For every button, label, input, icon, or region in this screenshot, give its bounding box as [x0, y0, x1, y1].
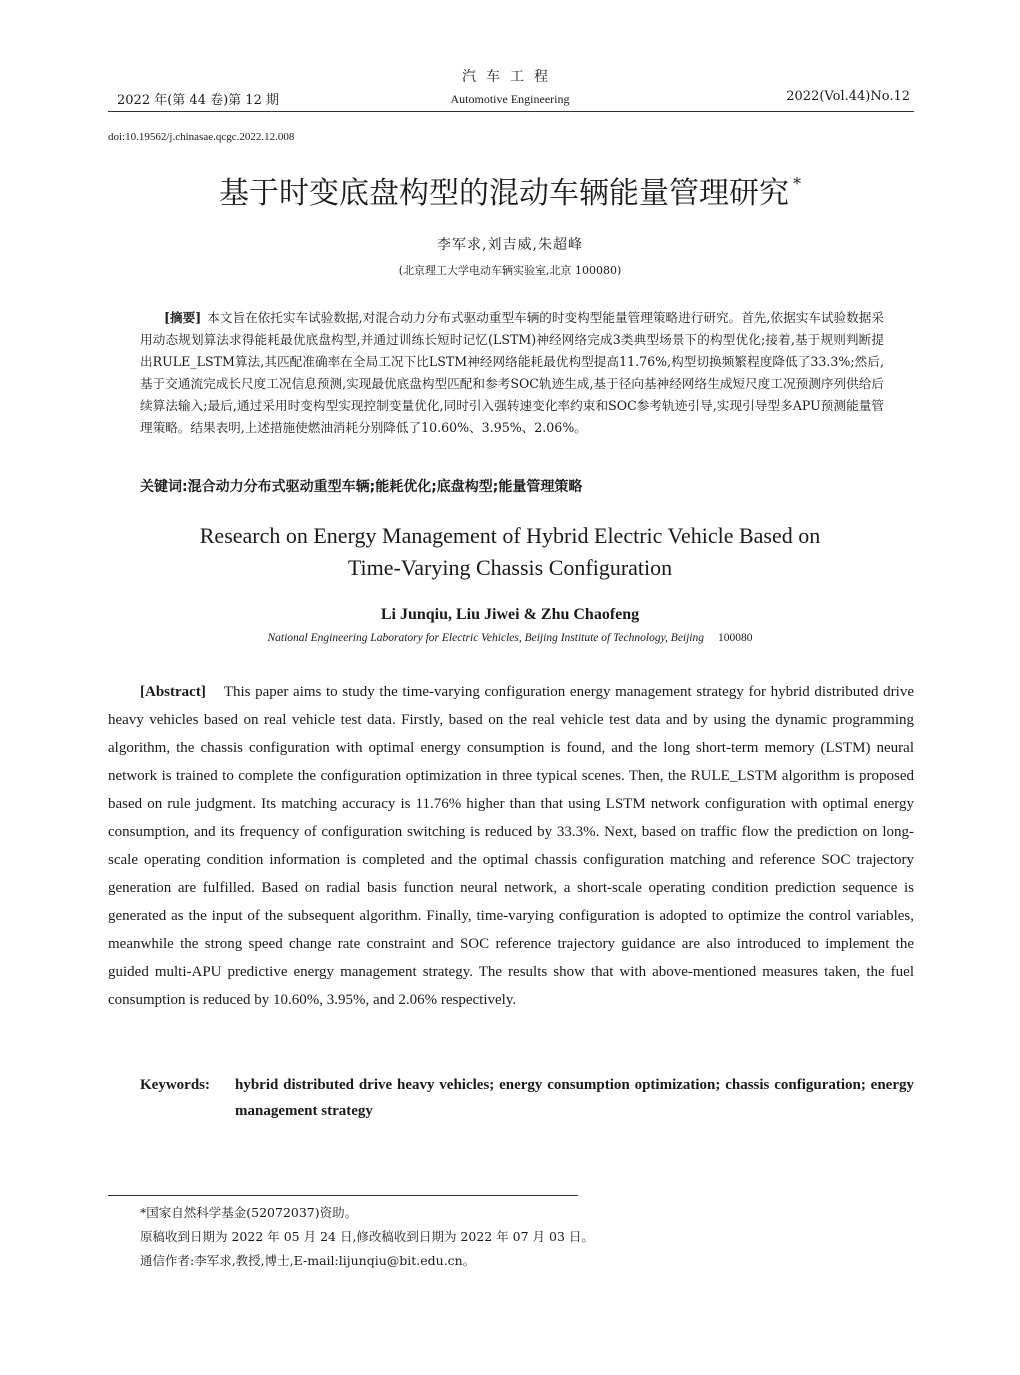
abstract-en-label: [Abstract]: [140, 684, 206, 700]
journal-name-en: Automotive Engineering: [450, 92, 570, 106]
keywords-cn: 关键词:混合动力分布式驱动重型车辆;能耗优化;底盘构型;能量管理策略: [140, 479, 583, 495]
footnote-dates: 原稿收到日期为 2022 年 05 月 24 日,修改稿收到日期为 2022 年 07 月 03 日。: [140, 1229, 594, 1244]
header-rule: [108, 111, 914, 112]
authors-en: Li Junqiu, Liu Jiwei & Zhu Chaofeng: [380, 606, 640, 623]
footnote-contact: 通信作者:李军求,教授,博士,E-mail:lijunqiu@bit.edu.cn。: [140, 1253, 476, 1268]
paper-title-en-line2: Time-Varying Chassis Configuration: [347, 555, 673, 580]
journal-name-cn: 汽车工程: [462, 69, 558, 85]
affiliation-en: [0, 632, 1020, 644]
affiliation-en-text: National Engineering Laboratory for Electric Vehicles, Beijing Institute of Technology, Beijing: [267, 632, 705, 644]
footnote-rule: [108, 1195, 578, 1196]
paper-title-cn-text: 基于时变底盘构型的混动车辆能量管理研究: [219, 176, 789, 211]
paper-title-en: [0, 520, 1020, 584]
issue-info-cn: 2022 年(第 44 卷)第 12 期: [117, 93, 279, 108]
abstract-en: [108, 678, 914, 1014]
footnote-fund: *国家自然科学基金(52072037)资助。: [140, 1205, 358, 1220]
doi-text: doi:10.19562/j.chinasae.qcgc.2022.12.008: [108, 131, 295, 143]
affiliation-en-zip: 100080: [718, 632, 753, 644]
keywords-en: [140, 1072, 914, 1124]
paper-title-cn: [0, 168, 1020, 212]
authors-cn: 李军求,刘吉威,朱超峰: [437, 237, 583, 253]
title-footnote-mark: *: [793, 174, 801, 193]
abstract-cn-label: [摘要]: [164, 310, 202, 325]
keywords-en-text: hybrid distributed drive heavy vehicles; energy consumption optimization; chassis configuration; energy management strategy: [235, 1077, 914, 1119]
paper-title-en-line1: Research on Energy Management of Hybrid Electric Vehicle Based on: [199, 523, 821, 548]
affiliation-cn: (北京理工大学电动车辆实验室,北京 100080): [398, 264, 622, 277]
abstract-en-text: This paper aims to study the time-varying configuration energy management strategy for hybrid distributed drive heavy vehicles based on real vehicle test data. Firstly, based on the real vehicle test data and by using the dynamic programming algorithm, the chassis configuration with optimal energy consumption is found, and the long short-term memory (LSTM) neural network is trained to complete the configuration optimization in three typical scenes. Then, the RULE_LSTM algorithm is proposed based on rule judgment. Its matching accuracy is 11.76% higher than that using LSTM network configuration with optimal energy consumption, and its frequency of configuration switching is reduced by 33.3%. Next, based on traffic flow the prediction on long-scale operating condition information is completed and the optimal chassis configuration matching and reference SOC trajectory generation are fulfilled. Based on radial basis function neural network, a short-scale operating condition prediction sequence is generated as the input of the subsequent algorithm. Finally, time-varying configuration is adopted to optimize the control variables, meanwhile the strong speed change rate constraint and SOC reference trajectory guidance are also introduced to implement the guided multi-APU predictive energy management strategy. The results show that with above-mentioned measures taken, the fuel consumption is reduced by 10.60%, 3.95%, and 2.06% respectively.: [108, 684, 914, 1008]
abstract-cn-text: 本文旨在依托实车试验数据,对混合动力分布式驱动重型车辆的时变构型能量管理策略进行研究。首先,依据实车试验数据采用动态规划算法求得能耗最优底盘构型,并通过训练长短时记忆(LSTM)神经网络完成3类典型场景下的构型优化;接着,基于规则判断提出RULE_LSTM算法,其匹配准确率在全局工况下比LSTM神经网络能耗最优构型提高11.76%,构型切换频繁程度降低了33.3%;然后,基于交通流完成长尺度工况信息预测,实现最优底盘构型匹配和参考SOC轨迹生成,基于径向基神经网络生成短尺度工况预测序列供给后续算法输入;最后,通过采用时变构型实现控制变量优化,同时引入强转速变化率约束和SOC参考轨迹引导,实现引导型多APU预测能量管理策略。结果表明,上述措施使燃油消耗分别降低了10.60%、3.95%、2.06%。: [140, 310, 884, 435]
issue-info-en: 2022(Vol.44)No.12: [786, 89, 910, 104]
abstract-cn: [140, 307, 884, 439]
keywords-en-label: Keywords:: [140, 1077, 210, 1093]
